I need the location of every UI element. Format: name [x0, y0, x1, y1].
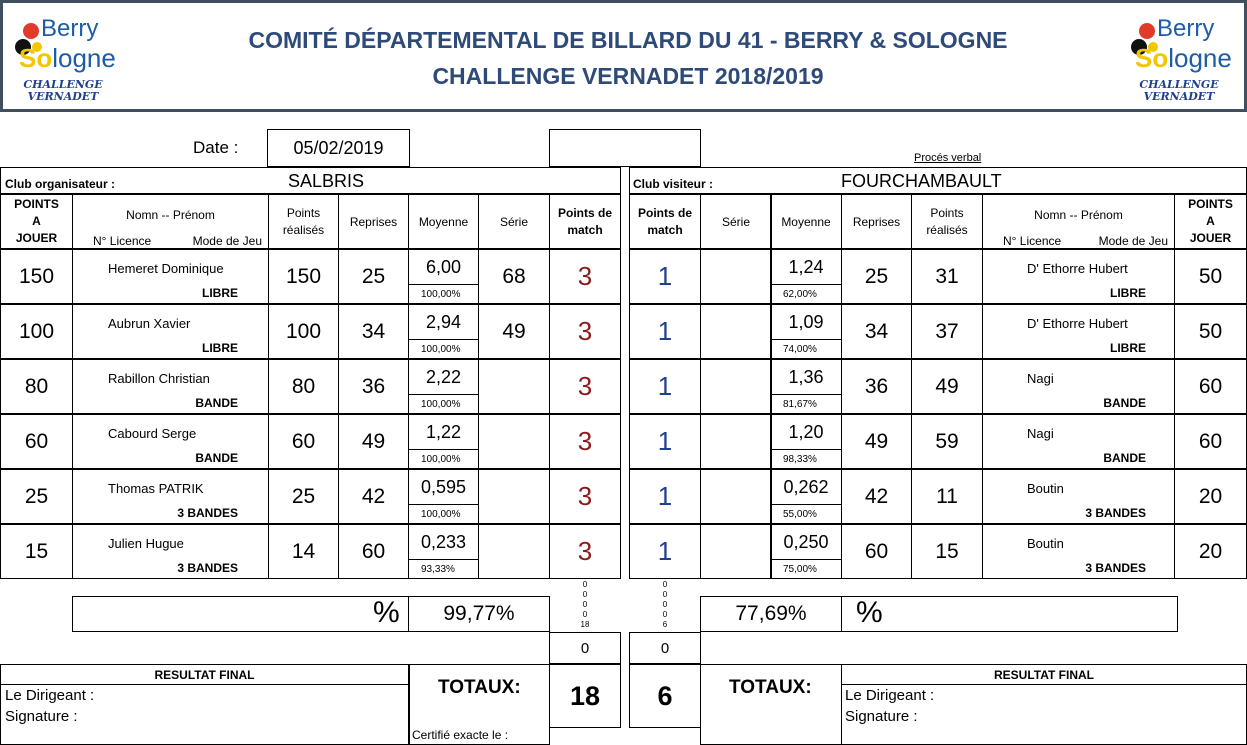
home-header-name	[72, 194, 269, 249]
home-totaux-box	[409, 664, 550, 745]
away-player-name: D' Ethorre Hubert	[1027, 261, 1128, 276]
home-points-realises: 60	[268, 414, 339, 469]
home-total-value: 18	[549, 664, 621, 728]
home-moyenne-cell	[408, 249, 479, 304]
away-player-cell	[982, 359, 1175, 414]
home-points-match: 3	[549, 414, 621, 469]
home-serie	[478, 359, 550, 414]
away-header-points-match-line: Points de	[637, 205, 692, 220]
away-final-box	[841, 664, 1247, 745]
home-serie: 68	[478, 249, 550, 304]
home-reprises: 25	[338, 249, 409, 304]
home-points-realises: 14	[268, 524, 339, 579]
home-player-cell	[72, 249, 269, 304]
away-totaux-box	[700, 664, 842, 745]
home-points-match: 3	[549, 524, 621, 579]
home-reprises: 36	[338, 359, 409, 414]
away-header-points-a-jouer-line: JOUER	[1189, 231, 1232, 245]
home-points-realises: 80	[268, 359, 339, 414]
date-field[interactable]: 05/02/2019	[267, 129, 410, 167]
home-serie	[478, 414, 550, 469]
away-moyenne-pct: 74,00%	[783, 344, 817, 355]
home-game-mode: LIBRE	[202, 286, 238, 300]
away-player-name: D' Ethorre Hubert	[1027, 316, 1128, 331]
home-moyenne-cell	[408, 359, 479, 414]
home-game-mode: BANDE	[195, 451, 238, 465]
home-game-mode: LIBRE	[202, 341, 238, 355]
away-moyenne: 0,262	[771, 470, 841, 505]
away-serie	[700, 414, 772, 469]
away-points-a-jouer: 60	[1174, 414, 1247, 469]
away-moyenne-cell	[770, 249, 842, 304]
home-header-nom-prenom: Nomn -- Prénom	[126, 208, 215, 222]
away-game-mode: LIBRE	[1110, 286, 1146, 300]
away-header-points-realises-line: Points	[930, 205, 964, 220]
home-points-a-jouer: 25	[0, 469, 73, 524]
home-player-cell	[72, 469, 269, 524]
away-moyenne: 1,36	[771, 360, 841, 395]
away-moyenne-cell	[770, 359, 842, 414]
away-moyenne: 1,20	[771, 415, 841, 450]
home-player-name: Aubrun Xavier	[108, 316, 191, 331]
away-points-match: 1	[629, 469, 701, 524]
home-game-mode: BANDE	[195, 396, 238, 410]
home-dirigeant-label: Le Dirigeant :	[5, 687, 95, 704]
home-points-realises: 25	[268, 469, 339, 524]
home-header-mode-jeu: Mode de Jeu	[192, 234, 262, 248]
away-moyenne: 1,24	[771, 250, 841, 285]
away-player-cell	[982, 524, 1175, 579]
away-reprises: 36	[841, 359, 912, 414]
home-header-points-match	[549, 194, 621, 249]
home-points-match: 3	[549, 469, 621, 524]
logo-challenge-text: CHALLENGE VERNADET	[1139, 78, 1219, 103]
away-global-pct: 77,69%	[735, 602, 807, 625]
club-organisateur-value: SALBRIS	[288, 171, 365, 191]
club-visiteur-row	[629, 167, 1247, 194]
home-header-reprises: Reprises	[338, 194, 409, 249]
berry-sologne-logo-right	[1127, 11, 1237, 106]
home-moyenne-pct: 100,00%	[421, 399, 461, 410]
away-tiny-counter: 0	[662, 610, 668, 619]
away-header-points-a-jouer-line: A	[1206, 214, 1215, 228]
away-moyenne-pct: 98,33%	[783, 454, 817, 465]
away-header-mode-jeu: Mode de Jeu	[1098, 234, 1168, 248]
home-resultat-final-label: RESULTAT FINAL	[1, 665, 408, 685]
logo-berry-text: Berry	[41, 15, 99, 42]
home-points-match: 3	[549, 249, 621, 304]
away-player-name: Nagi	[1027, 426, 1054, 441]
away-resultat-final-label: RESULTAT FINAL	[842, 665, 1246, 685]
away-serie	[700, 249, 772, 304]
home-points-a-jouer: 60	[0, 414, 73, 469]
home-game-mode: 3 BANDES	[177, 506, 238, 520]
home-moyenne: 2,94	[409, 305, 478, 340]
home-moyenne: 0,595	[409, 470, 478, 505]
away-serie	[700, 359, 772, 414]
home-moyenne-cell	[408, 304, 479, 359]
home-header-points-realises	[268, 194, 339, 249]
home-reprises: 34	[338, 304, 409, 359]
away-header-points-realises-line: réalisés	[926, 222, 968, 237]
away-percent-sign: %	[856, 596, 883, 629]
away-points-realises: 49	[911, 359, 983, 414]
away-header-reprises: Reprises	[841, 194, 912, 249]
away-game-mode: LIBRE	[1110, 341, 1146, 355]
home-player-name: Cabourd Serge	[108, 426, 197, 441]
club-organisateur-row	[0, 167, 621, 194]
away-player-cell	[982, 469, 1175, 524]
away-moyenne-pct: 55,00%	[783, 509, 817, 520]
away-player-cell	[982, 414, 1175, 469]
home-reprises: 49	[338, 414, 409, 469]
home-moyenne: 2,22	[409, 360, 478, 395]
away-tiny-counter: 0	[662, 590, 668, 599]
away-player-name: Boutin	[1027, 481, 1064, 496]
home-points-a-jouer: 15	[0, 524, 73, 579]
home-points-realises: 150	[268, 249, 339, 304]
away-reprises: 25	[841, 249, 912, 304]
away-reprises: 49	[841, 414, 912, 469]
away-points-match: 1	[629, 524, 701, 579]
page-title-line1: COMITÉ DÉPARTEMENTAL DE BILLARD DU 41 - BERRY & SOLOGNE	[248, 27, 1008, 53]
home-moyenne-pct: 100,00%	[421, 289, 461, 300]
away-header-points-match	[629, 194, 701, 249]
home-tiny-counter: 0	[582, 610, 588, 619]
club-visiteur-value: FOURCHAMBAULT	[841, 171, 1002, 191]
away-moyenne-pct: 75,00%	[783, 564, 817, 575]
blank-box	[549, 129, 701, 167]
home-moyenne-cell	[408, 414, 479, 469]
home-zero-cell: 0	[549, 632, 621, 664]
logo-challenge-text: CHALLENGE VERNADET	[23, 78, 103, 103]
away-header-points-realises	[911, 194, 983, 249]
home-reprises: 60	[338, 524, 409, 579]
away-totaux-label: TOTAUX:	[729, 677, 812, 698]
away-moyenne-cell	[770, 304, 842, 359]
page-title-line2: CHALLENGE VERNADET 2018/2019	[432, 63, 824, 89]
away-header-points-match-line: match	[647, 222, 683, 237]
away-total-value: 6	[629, 664, 701, 728]
club-organisateur-label: Club organisateur :	[5, 177, 116, 191]
home-moyenne: 0,233	[409, 525, 478, 560]
home-signature-label: Signature :	[5, 708, 78, 725]
away-reprises: 60	[841, 524, 912, 579]
home-moyenne: 6,00	[409, 250, 478, 285]
away-points-a-jouer: 50	[1174, 304, 1247, 359]
home-tiny-counter: 0	[582, 580, 588, 589]
home-percent-sign: %	[373, 596, 400, 629]
away-signature-label: Signature :	[845, 708, 918, 725]
away-reprises: 34	[841, 304, 912, 359]
away-moyenne: 0,250	[771, 525, 841, 560]
away-points-match: 1	[629, 249, 701, 304]
away-moyenne-pct: 81,67%	[783, 399, 817, 410]
away-tiny-counter: 0	[662, 580, 668, 589]
home-header-points-a-jouer-line: POINTS	[14, 197, 59, 211]
away-header-moyenne: Moyenne	[770, 194, 842, 249]
logo-sologne-text: Sologne	[19, 43, 116, 73]
home-header-points-a-jouer	[0, 194, 73, 249]
away-player-name: Boutin	[1027, 536, 1064, 551]
away-points-realises: 15	[911, 524, 983, 579]
away-dirigeant-label: Le Dirigeant :	[845, 687, 935, 704]
away-serie	[700, 524, 772, 579]
away-serie	[700, 469, 772, 524]
home-final-box	[0, 664, 409, 745]
away-moyenne-cell	[770, 414, 842, 469]
home-points-a-jouer: 150	[0, 249, 73, 304]
away-reprises: 42	[841, 469, 912, 524]
away-game-mode: BANDE	[1103, 451, 1146, 465]
away-points-match: 1	[629, 359, 701, 414]
home-moyenne-pct: 100,00%	[421, 454, 461, 465]
away-serie	[700, 304, 772, 359]
home-moyenne-pct: 100,00%	[421, 509, 461, 520]
home-player-cell	[72, 304, 269, 359]
away-header-name	[982, 194, 1175, 249]
home-header-moyenne: Moyenne	[408, 194, 479, 249]
away-tiny-counter: 0	[662, 600, 668, 609]
home-header-serie: Série	[478, 194, 550, 249]
home-serie	[478, 469, 550, 524]
proces-verbal-link[interactable]: Procés verbal	[914, 152, 982, 164]
home-header-licence: N° Licence	[93, 234, 152, 248]
home-points-match: 3	[549, 359, 621, 414]
away-header-licence: N° Licence	[1003, 234, 1062, 248]
home-moyenne: 1,22	[409, 415, 478, 450]
home-moyenne-pct: 93,33%	[421, 564, 455, 575]
away-zero-cell: 0	[629, 632, 701, 664]
away-points-a-jouer: 20	[1174, 469, 1247, 524]
away-player-cell	[982, 249, 1175, 304]
home-points-realises: 100	[268, 304, 339, 359]
away-points-realises: 59	[911, 414, 983, 469]
away-points-match: 1	[629, 414, 701, 469]
home-header-points-match-line: match	[567, 222, 603, 237]
logo-berry-text: Berry	[1157, 15, 1215, 42]
away-header-nom-prenom: Nomn -- Prénom	[1034, 208, 1123, 222]
header-banner	[0, 0, 1247, 112]
club-visiteur-label: Club visiteur :	[633, 177, 714, 191]
home-points-match: 3	[549, 304, 621, 359]
home-serie	[478, 524, 550, 579]
home-serie: 49	[478, 304, 550, 359]
away-player-cell	[982, 304, 1175, 359]
logo-sologne-text: Sologne	[1135, 43, 1232, 73]
away-points-realises: 11	[911, 469, 983, 524]
away-header-serie: Série	[700, 194, 772, 249]
home-moyenne-pct: 100,00%	[421, 344, 461, 355]
home-tiny-counter: 0	[582, 590, 588, 599]
home-player-name: Julien Hugue	[108, 536, 184, 551]
home-game-mode: 3 BANDES	[177, 561, 238, 575]
home-tiny-counter: 0	[582, 600, 588, 609]
home-tiny-counter: 18	[580, 620, 590, 629]
away-header-points-a-jouer-line: POINTS	[1188, 197, 1233, 211]
home-moyenne-cell	[408, 469, 479, 524]
away-points-a-jouer: 50	[1174, 249, 1247, 304]
away-points-a-jouer: 60	[1174, 359, 1247, 414]
away-points-realises: 31	[911, 249, 983, 304]
home-points-a-jouer: 80	[0, 359, 73, 414]
certifie-label: Certifié exacte le :	[412, 728, 509, 742]
away-moyenne-cell	[770, 469, 842, 524]
away-game-mode: BANDE	[1103, 396, 1146, 410]
home-points-a-jouer: 100	[0, 304, 73, 359]
home-player-cell	[72, 359, 269, 414]
home-reprises: 42	[338, 469, 409, 524]
away-moyenne-cell	[770, 524, 842, 579]
away-moyenne: 1,09	[771, 305, 841, 340]
home-player-name: Hemeret Dominique	[108, 261, 224, 276]
away-header-points-a-jouer	[1174, 194, 1247, 249]
home-header-points-a-jouer-line: A	[32, 214, 41, 228]
date-label: Date :	[193, 138, 239, 157]
home-player-name: Thomas PATRIK	[108, 481, 204, 496]
home-player-cell	[72, 524, 269, 579]
away-game-mode: 3 BANDES	[1085, 506, 1146, 520]
home-player-cell	[72, 414, 269, 469]
away-points-realises: 37	[911, 304, 983, 359]
away-points-match: 1	[629, 304, 701, 359]
home-header-points-realises-line: réalisés	[282, 222, 325, 237]
away-points-a-jouer: 20	[1174, 524, 1247, 579]
home-header-points-a-jouer-line: JOUER	[15, 231, 58, 245]
away-moyenne-pct: 62,00%	[783, 289, 817, 300]
away-game-mode: 3 BANDES	[1085, 561, 1146, 575]
home-player-name: Rabillon Christian	[108, 371, 210, 386]
home-global-pct: 99,77%	[443, 602, 515, 625]
home-header-points-match-line: Points de	[557, 205, 612, 220]
home-totaux-label: TOTAUX:	[438, 677, 521, 698]
away-player-name: Nagi	[1027, 371, 1054, 386]
home-header-points-realises-line: Points	[286, 205, 321, 220]
berry-sologne-logo-left	[11, 11, 121, 106]
home-moyenne-cell	[408, 524, 479, 579]
away-tiny-counter: 6	[662, 620, 668, 629]
